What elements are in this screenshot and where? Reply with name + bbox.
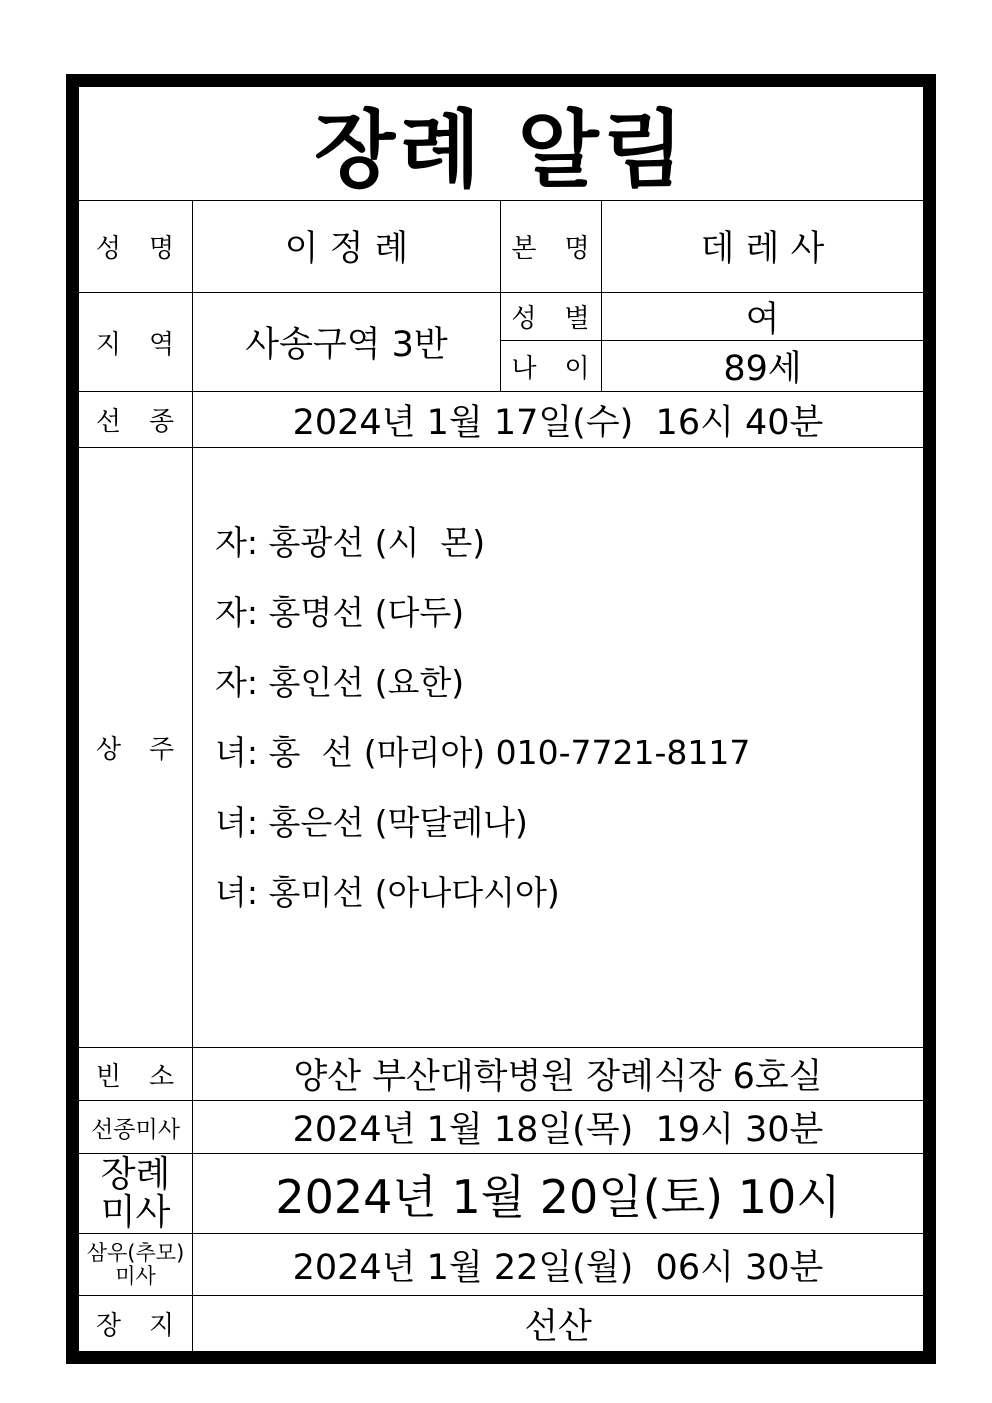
funeral-mass-label-line2: 미사 bbox=[100, 1191, 171, 1233]
funeral-home-label: 빈 소 bbox=[95, 1061, 176, 1092]
mourner-item: 자: 홍광선 (시 몬) bbox=[215, 523, 486, 562]
age-label: 나 이 bbox=[511, 353, 591, 384]
mourner-item: 자: 홍명선 (다두) bbox=[215, 593, 465, 632]
memorial-mass-label-line2: 미사 bbox=[115, 1263, 156, 1288]
vigil-mass-value: 2024년 1월 18일(목) 19시 30분 bbox=[292, 1110, 824, 1150]
baptism-name-label: 본 명 bbox=[511, 233, 591, 264]
gender-label: 성 별 bbox=[511, 304, 591, 334]
mourner-item: 녀: 홍 선 (마리아) 010-7721-8117 bbox=[215, 733, 751, 772]
death-value: 2024년 1월 17일(수) 16시 40분 bbox=[292, 402, 824, 443]
mourners-label: 상 주 bbox=[95, 735, 176, 765]
vigil-mass-label: 선종미사 bbox=[91, 1116, 180, 1143]
death-label: 선 종 bbox=[95, 407, 176, 437]
baptism-name-value: 데 레 사 bbox=[700, 229, 825, 269]
mourner-item: 자: 홍인선 (요한) bbox=[215, 663, 465, 702]
memorial-mass-label bbox=[79, 1234, 192, 1295]
age-value: 89세 bbox=[723, 349, 802, 389]
funeral-mass-label-line1: 장례 bbox=[100, 1153, 171, 1195]
memorial-mass-value: 2024년 1월 22일(월) 06시 30분 bbox=[292, 1247, 824, 1288]
region-label: 지 역 bbox=[95, 329, 176, 360]
mourner-item: 녀: 홍은선 (막달레나) bbox=[215, 803, 528, 842]
funeral-mass-label bbox=[79, 1154, 192, 1233]
burial-value: 선산 bbox=[524, 1306, 592, 1347]
gender-value: 여 bbox=[745, 299, 780, 340]
burial-label: 장 지 bbox=[95, 1311, 176, 1341]
notice-title: 장례 알림 bbox=[314, 101, 688, 199]
name-label: 성 명 bbox=[95, 233, 176, 264]
name-value: 이 정 례 bbox=[284, 229, 409, 269]
funeral-mass-value: 2024년 1월 20일(토) 10시 bbox=[275, 1169, 841, 1224]
memorial-mass-label-line1: 삼우(추모) bbox=[86, 1241, 185, 1266]
funeral-home-value: 양산 부산대학병원 장례식장 6호실 bbox=[293, 1057, 823, 1097]
region-value: 사송구역 3반 bbox=[245, 325, 448, 365]
funeral-notice bbox=[66, 74, 936, 1364]
mourner-item: 녀: 홍미선 (아나다시아) bbox=[215, 873, 560, 912]
